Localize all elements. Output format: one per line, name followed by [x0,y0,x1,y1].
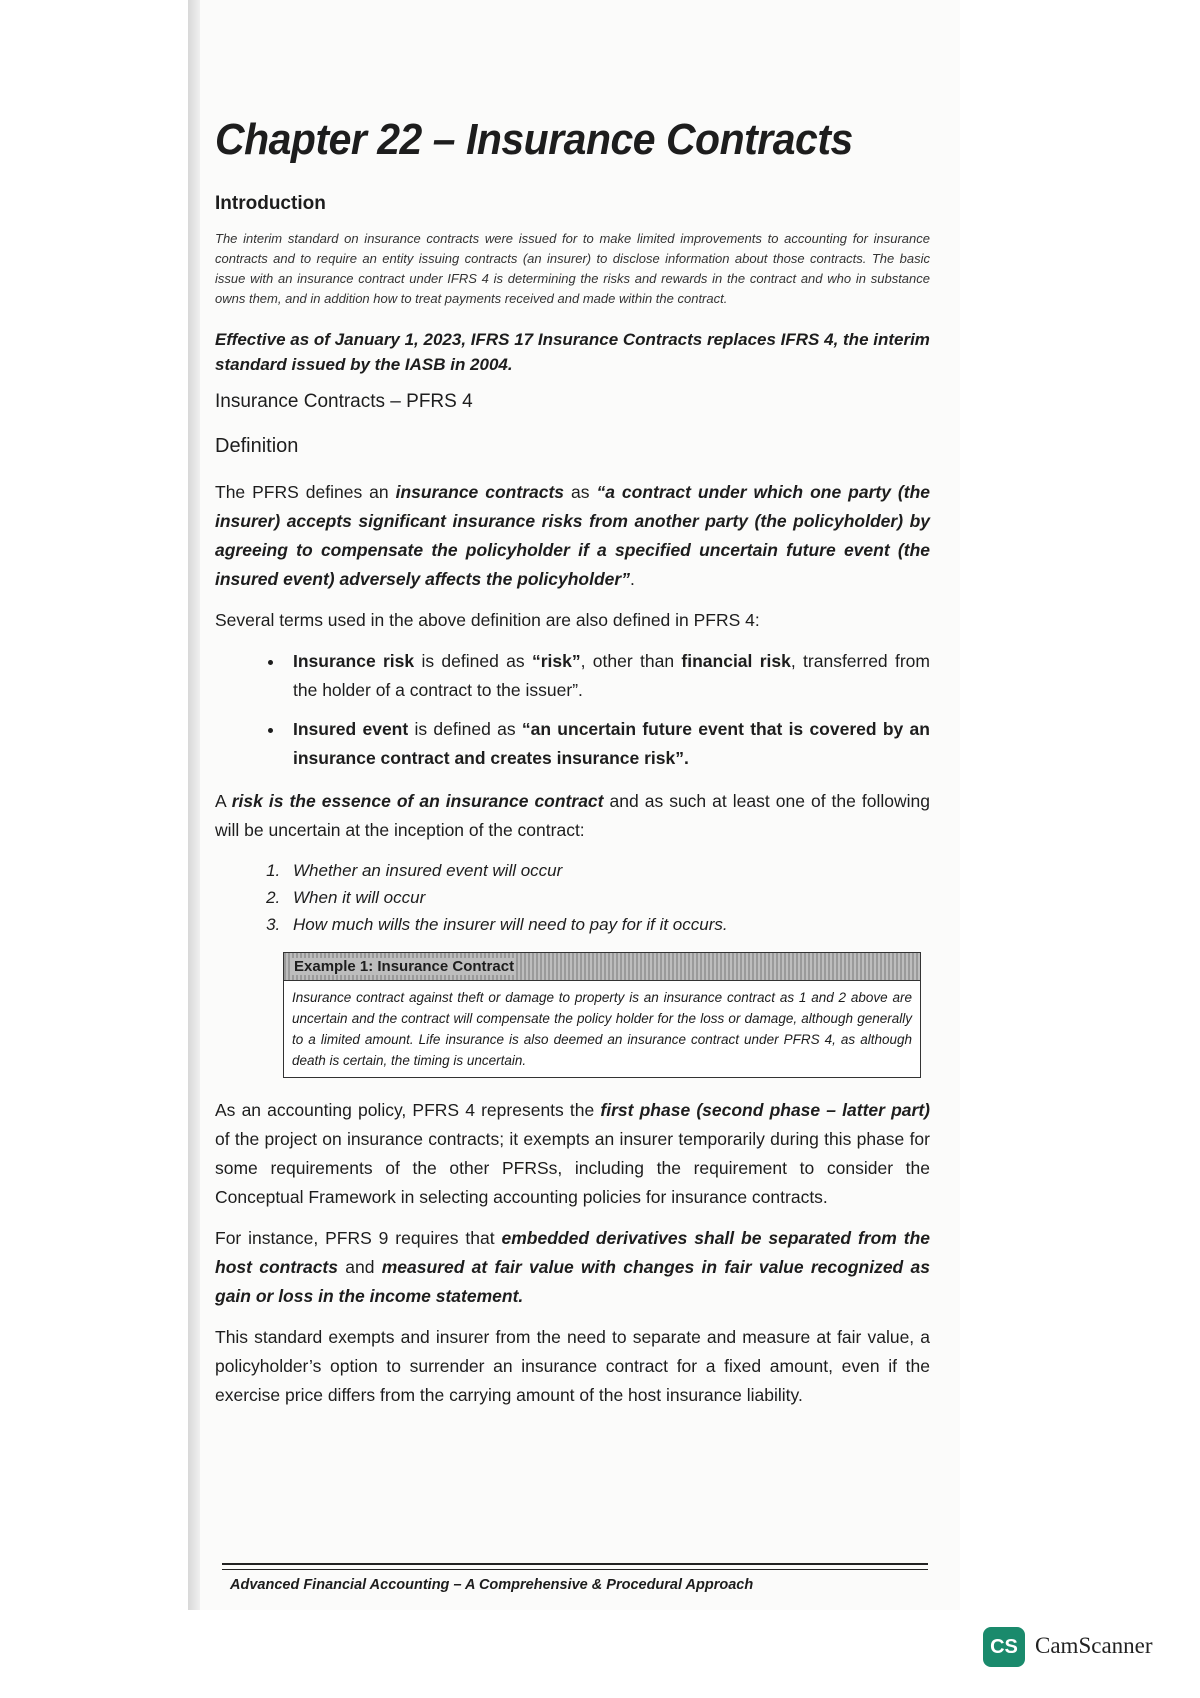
definition-quote: “a contract under which one party (the insurer) accepts significant insurance risks from another party (the policyholder) by agreeing to compensate the policyholder if a specified uncertain future event (the insured event) adversely affects the policyholder” [215,482,930,589]
example-body: Insurance contract against theft or damage to property is an insurance contract as 1 and 2 above are uncertain and the contract will compensate the policy holder for the loss or damage, although generally to a limited amount. Life insurance is also deemed an insurance contract under PFRS 4, as although death is certain, the timing is uncertain. [292,990,912,1068]
list-item: 2. When it will occur [285,884,930,911]
example-box [283,952,921,1078]
accounting-policy-paragraph: As an accounting policy, PFRS 4 represents the first phase (second phase – latter part) of the project on insurance contracts; it exempts an insurer temporarily during this phase for some requirements of the other PFRSs, including the requirement to consider the Conceptual Framework in selecting accounting policies for insurance contracts. [215,1100,930,1207]
footer-book-title: Advanced Financial Accounting – A Comprehensive & Procedural Approach [230,1577,754,1593]
uncertainty-numbered-list [215,857,930,938]
footer-divider [222,1563,928,1570]
page-content [215,115,930,1422]
list-item: 3. How much wills the insurer will need to pay for if it occurs. [285,911,930,938]
section-subheading: Insurance Contracts – PFRS 4 [215,391,473,412]
definition-paragraph: The PFRS defines an insurance contracts as “a contract under which one party (the insurer) accepts significant insurance risks from another party (the policyholder) by agreeing to compensate the policyholder if a specified uncertain future event (the insured event) adversely affects the policyholder”. [215,482,930,589]
defined-term: insurance contracts [395,482,565,502]
exemption-paragraph: This standard exempts and insurer from the need to separate and measure at fair value, a policyholder’s option to surrender an insurance contract for a fixed amount, even if the exercise price differs from the carrying amount of the host insurance liability. [215,1327,930,1405]
list-item: • Insured event is defined as “an uncertain future event that is covered by an insurance contract and creates insurance risk”. [285,715,930,773]
instance-paragraph: For instance, PFRS 9 requires that embedded derivatives shall be separated from the host contracts and measured at fair value with changes in fair value recognized as gain or loss in the income statement. [215,1228,930,1306]
list-item: • Insurance risk is defined as “risk”, other than financial risk, transferred from the holder of a contract to the issuer”. [285,647,930,705]
effective-date-paragraph: Effective as of January 1, 2023, IFRS 17 Insurance Contracts replaces IFRS 4, the interim standard issued by the IASB in 2004. [215,330,930,374]
list-item: 1. Whether an insured event will occur [285,857,930,884]
risk-paragraph: A risk is the essence of an insurance contract and as such at least one of the following will be uncertain at the inception of the contract: [215,791,930,840]
definition-heading: Definition [215,435,299,457]
introduction-paragraph: The interim standard on insurance contracts were issued for to make limited improvements to accounting for insurance contracts and to require an entity issuing contracts (an insurer) to disclose information about those contracts. The basic issue with an insurance contract under IFRS 4 is determining the risks and rewards in the contract and who in substance owns them, and in addition how to treat payments received and made within the contract. [215,231,930,306]
terms-intro-paragraph: Several terms used in the above definition are also defined in PFRS 4: [215,610,760,630]
introduction-heading: Introduction [215,193,326,214]
example-title: Example 1: Insurance Contract [284,953,920,981]
terms-bullet-list [215,647,930,773]
camscanner-watermark: CamScanner [1035,1633,1153,1658]
chapter-title: Chapter 22 – Insurance Contracts [215,115,853,164]
camscanner-logo-icon: CS [983,1627,1025,1667]
